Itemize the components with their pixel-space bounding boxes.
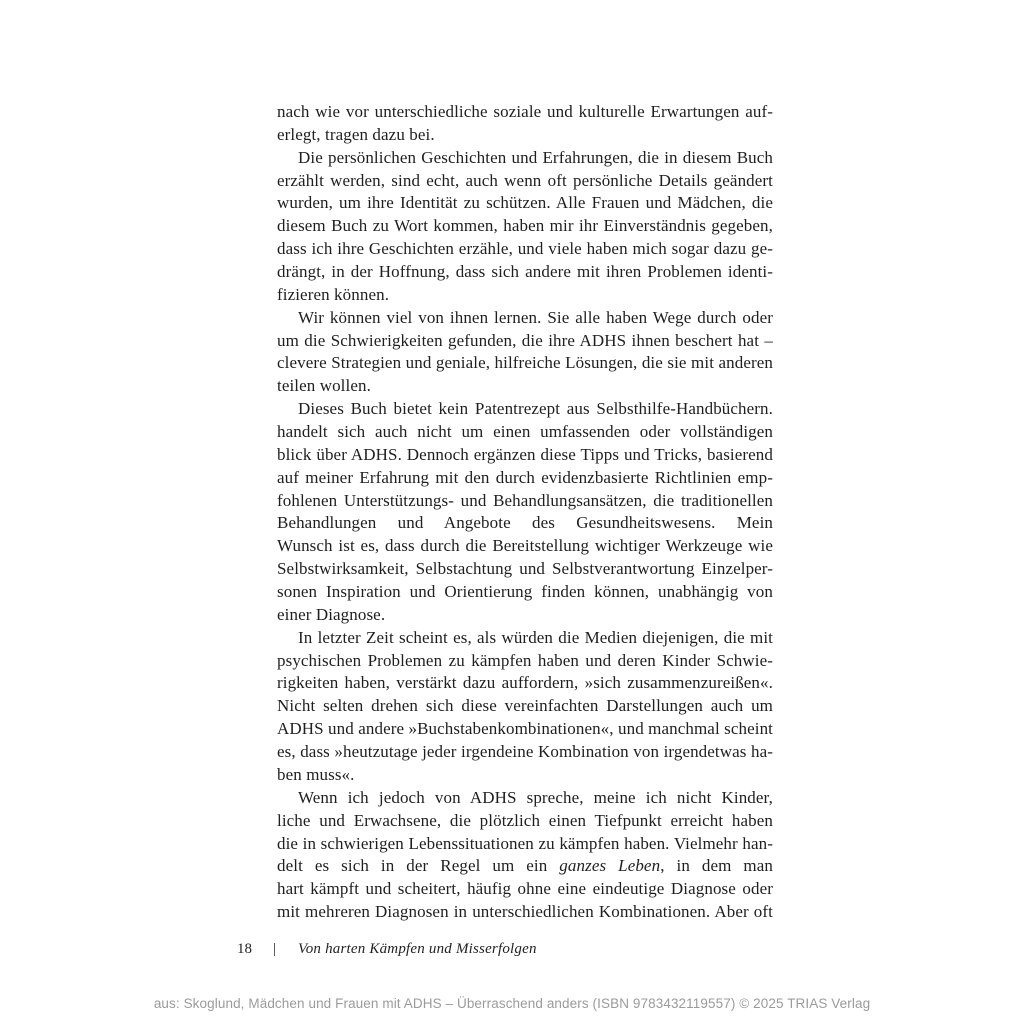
page-footer bbox=[237, 941, 537, 958]
body-line: rigkeiten haben, verstärkt dazu auffordern, »sich zusammenzureißen«. bbox=[277, 673, 773, 693]
page-number: 18 bbox=[237, 941, 252, 957]
body-line: Behandlungen und Angebote des Gesundheitswesens. Mein bbox=[277, 513, 773, 533]
line-segment: , in dem man bbox=[660, 856, 773, 876]
body-line: diesem Buch zu Wort kommen, haben mir ihr Einverständnis gegeben, bbox=[277, 216, 773, 236]
body-line: teilen wollen. bbox=[277, 376, 371, 396]
running-chapter-title: Von harten Kämpfen und Misserfolgen bbox=[298, 941, 537, 957]
body-line: Wir können viel von ihnen lernen. Sie alle haben Wege durch oder bbox=[298, 307, 773, 327]
body-line: clevere Strategien und geniale, hilfreiche Lösungen, die sie mit anderen bbox=[277, 353, 773, 373]
body-line: erlegt, tragen dazu bei. bbox=[277, 124, 435, 144]
body-line: Nicht selten drehen sich diese vereinfachten Darstellungen auch um bbox=[277, 696, 773, 716]
body-line: fohlenen Unterstützungs- und Behandlungsansätzen, die traditionellen bbox=[277, 490, 773, 510]
body-line: ben muss«. bbox=[277, 764, 355, 784]
footer-divider: | bbox=[273, 941, 277, 957]
body-line: handelt sich auch nicht um einen umfassenden oder vollständigen bbox=[277, 422, 773, 442]
body-line: es, dass »heutzutage jeder irgendeine Kombination von irgendetwas ha- bbox=[277, 742, 773, 762]
body-line: psychischen Problemen zu kämpfen haben und deren Kinder Schwie- bbox=[277, 650, 773, 670]
body-line: wurden, um ihre Identität zu schützen. Alle Frauen und Mädchen, die bbox=[277, 193, 773, 213]
body-line: In letzter Zeit scheint es, als würden die Medien diejenigen, die mit bbox=[298, 627, 773, 647]
body-line: Wenn ich jedoch von ADHS spreche, meine ich nicht Kinder, bbox=[298, 787, 773, 807]
body-line: drängt, in der Hoffnung, dass sich andere mit ihren Problemen identi- bbox=[277, 262, 773, 282]
body-line: blick über ADHS. Dennoch ergänzen diese Tipps und Tricks, basierend bbox=[277, 444, 773, 464]
body-line bbox=[277, 855, 773, 878]
body-line: Die persönlichen Geschichten und Erfahrungen, die in diesem Buch bbox=[298, 147, 773, 167]
body-line: auf meiner Erfahrung mit den durch evidenzbasierte Richtlinien emp- bbox=[277, 467, 773, 487]
body-line: fizieren können. bbox=[277, 284, 390, 304]
body-line: hart kämpft und scheitert, häufig ohne eine eindeutige Diagnose oder bbox=[277, 879, 773, 899]
body-line: mit mehreren Diagnosen in unterschiedlichen Kombinationen. Aber oft bbox=[277, 902, 773, 922]
body-line: erzählt werden, sind echt, auch wenn oft persönliche Details geändert bbox=[277, 170, 773, 190]
body-line: Dieses Buch bietet kein Patentrezept aus Selbsthilfe-Handbüchern. bbox=[298, 399, 773, 419]
body-line: um die Schwierigkeiten gefunden, die ihre ADHS ihnen beschert hat – bbox=[277, 330, 773, 350]
italic-phrase: ganzes Leben bbox=[559, 856, 661, 876]
body-line: dass ich ihre Geschichten erzähle, und viele haben mich sogar dazu ge- bbox=[277, 239, 773, 259]
body-line: einer Diagnose. bbox=[277, 604, 386, 624]
body-line: Selbstwirksamkeit, Selbstachtung und Selbstverantwortung Einzelper- bbox=[277, 559, 773, 579]
body-text bbox=[277, 101, 773, 924]
body-line: die in schwierigen Lebenssituationen zu kämpfen haben. Vielmehr han- bbox=[277, 833, 773, 853]
line-segment: delt es sich in der Regel um ein bbox=[277, 856, 560, 876]
copyright-caption: aus: Skoglund, Mädchen und Frauen mit ADHS – Überraschend anders (ISBN 9783432119557) © 2025 TRIAS Verlag bbox=[153, 996, 871, 1011]
body-line: Wunsch ist es, dass durch die Bereitstellung wichtiger Werkzeuge wie bbox=[277, 536, 773, 556]
body-line: sonen Inspiration und Orientierung finden können, unabhängig von bbox=[277, 582, 773, 602]
body-line: ADHS und andere »Buchstabenkombinationen«, und manchmal scheint bbox=[277, 719, 773, 739]
body-line: liche und Erwachsene, die plötzlich einen Tiefpunkt erreicht haben bbox=[277, 810, 773, 830]
body-line: nach wie vor unterschiedliche soziale und kulturelle Erwartungen auf- bbox=[277, 102, 773, 121]
